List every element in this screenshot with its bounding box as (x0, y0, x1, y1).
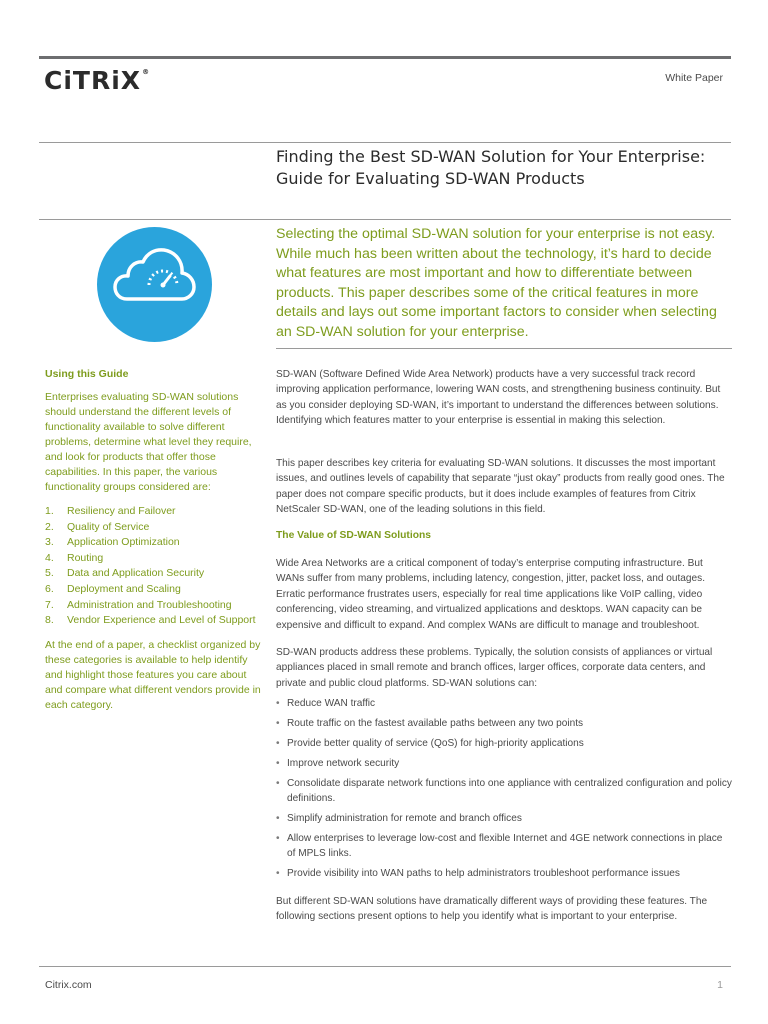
document-type-label: White Paper (665, 72, 723, 84)
bullet-text: Improve network security (287, 758, 400, 770)
body-paragraph-1: SD-WAN (Software Defined Wide Area Network) products have a very successful track record improving application performance, lowering WAN costs, and strengthening business continuity. But as you consider deploying SD-WAN, it’s important to understand the differences between solutions. Identifying which features matter to your enterprise is essential in making this selection. (276, 369, 721, 427)
list-label: Vendor Experience and Level of Support (67, 614, 256, 627)
title-line-2: Guide for Evaluating SD-WAN Products (276, 169, 585, 188)
bullet-item (276, 697, 732, 712)
footer-site-link[interactable]: Citrix.com (45, 979, 92, 991)
logo-text: CiTRiX (44, 66, 142, 95)
list-number: 2. (45, 520, 54, 533)
sidebar-paragraph-2: At the end of a paper, a checklist organized by these categories is available to help identify and highlight those features you care about and compare what different vendors provide in each category. (45, 639, 261, 711)
list-number: 6. (45, 582, 54, 595)
bullet-text: Simplify administration for remote and branch offices (287, 813, 522, 825)
list-label: Administration and Troubleshooting (67, 598, 232, 611)
body-paragraph-2: This paper describes key criteria for evaluating SD-WAN solutions. It discusses the most important issues, and outlines levels of capability that separate “just okay” products from really good ones. The paper does not compare specific products, but it does include examples of features from Citrix NetScaler SD-WAN, one of the leading solutions in this field. (276, 458, 725, 516)
list-item (45, 582, 265, 598)
list-item (45, 504, 265, 520)
list-item (45, 613, 265, 629)
bullet-icon: • (276, 698, 280, 709)
bullet-item (276, 832, 732, 861)
bullet-text: Consolidate disparate network functions into one appliance with centralized configuration and policy definitions. (287, 778, 732, 804)
list-number: 3. (45, 536, 54, 549)
body-paragraph-3: Wide Area Networks are a critical component of today’s enterprise computing infrastructure. But WANs suffer from many problems, including latency, congestion, jitter, packet loss, and outages. Erratic performance frustrates users, especially for real time applications like VoIP calling, video conferencing, video streaming, and virtualized applications and desktops. WAN capacity can be expensive and difficult to expand. And complex WANs are difficult to manage and troubleshoot. (276, 558, 706, 631)
list-label: Resiliency and Failover (67, 505, 176, 517)
bullet-item (276, 812, 732, 827)
bullet-text: Provide better quality of service (QoS) for high-priority applications (287, 738, 584, 750)
functionality-list (45, 504, 265, 629)
page-number: 1 (717, 979, 723, 991)
bullet-icon: • (276, 778, 280, 790)
bullet-icon: • (276, 758, 280, 770)
list-item (45, 566, 265, 582)
body-paragraph-4: SD-WAN products address these problems. Typically, the solution consists of appliances or virtual appliances placed in small remote and branch offices, larger offices, corporate data centers, and private and public cloud platforms. SD-WAN solutions can: (276, 647, 713, 689)
intro-paragraph: Selecting the optimal SD-WAN solution for your enterprise is not easy. While much has been written about the technology, it’s hard to decide what features are most important and how to differentiate between products. This paper describes some of the critical features in more details and lays out some important factors to consider when selecting an SD-WAN solution for your enterprise. (276, 226, 717, 340)
list-label: Deployment and Scaling (67, 582, 181, 595)
list-item (45, 598, 265, 614)
bullet-item (276, 717, 732, 732)
list-item (45, 535, 265, 551)
header-rule (39, 56, 731, 59)
title-line-1: Finding the Best SD-WAN Solution for Your Enterprise: (276, 147, 706, 166)
bullet-icon: • (276, 867, 280, 879)
list-item (45, 551, 265, 567)
list-item (45, 520, 265, 536)
page-title (276, 146, 726, 190)
logo-registered-mark: ® (142, 68, 151, 76)
list-label: Data and Application Security (67, 567, 205, 580)
section-heading: The Value of SD-WAN Solutions (276, 530, 432, 541)
bullet-icon: • (276, 833, 280, 845)
bullet-icon: • (276, 718, 280, 730)
bullet-item (276, 777, 732, 806)
sidebar-paragraph-1: Enterprises evaluating SD-WAN solutions should understand the different levels of functionality available to solve different problems, determine what level they require, and look for products that offer those capabilities. In this paper, the various functionality groups considered are: (45, 391, 252, 493)
list-label: Application Optimization (67, 536, 180, 549)
capabilities-list (276, 697, 732, 887)
list-number: 7. (45, 598, 54, 611)
cloud-speedometer-icon (97, 227, 212, 342)
citrix-logo[interactable] (44, 66, 150, 95)
title-bottom-rule (39, 219, 731, 220)
bullet-text: Allow enterprises to leverage low-cost and flexible Internet and 4GE network connections in place of MPLS links. (287, 833, 723, 859)
bullet-icon: • (276, 813, 280, 825)
bullet-text: Provide visibility into WAN paths to help administrators troubleshoot performance issues (287, 867, 680, 879)
footer-rule (39, 966, 731, 967)
bullet-text: Reduce WAN traffic (287, 698, 376, 709)
list-number: 5. (45, 567, 54, 580)
list-label: Quality of Service (67, 520, 150, 533)
bullet-item (276, 737, 732, 752)
bullet-text: Route traffic on the fastest available paths between any two points (287, 718, 584, 730)
body-paragraph-5: But different SD-WAN solutions have dramatically different ways of providing these features. The following sections present options to help you identify what is important to your enterprise. (276, 896, 708, 923)
list-number: 1. (45, 505, 54, 517)
bullet-item (276, 867, 732, 882)
intro-bottom-rule (276, 348, 732, 349)
list-number: 4. (45, 551, 54, 564)
title-top-rule (39, 142, 731, 143)
bullet-item (276, 757, 732, 772)
sidebar-heading: Using this Guide (45, 368, 129, 380)
list-label: Routing (67, 551, 104, 564)
bullet-icon: • (276, 738, 280, 750)
list-number: 8. (45, 614, 54, 627)
